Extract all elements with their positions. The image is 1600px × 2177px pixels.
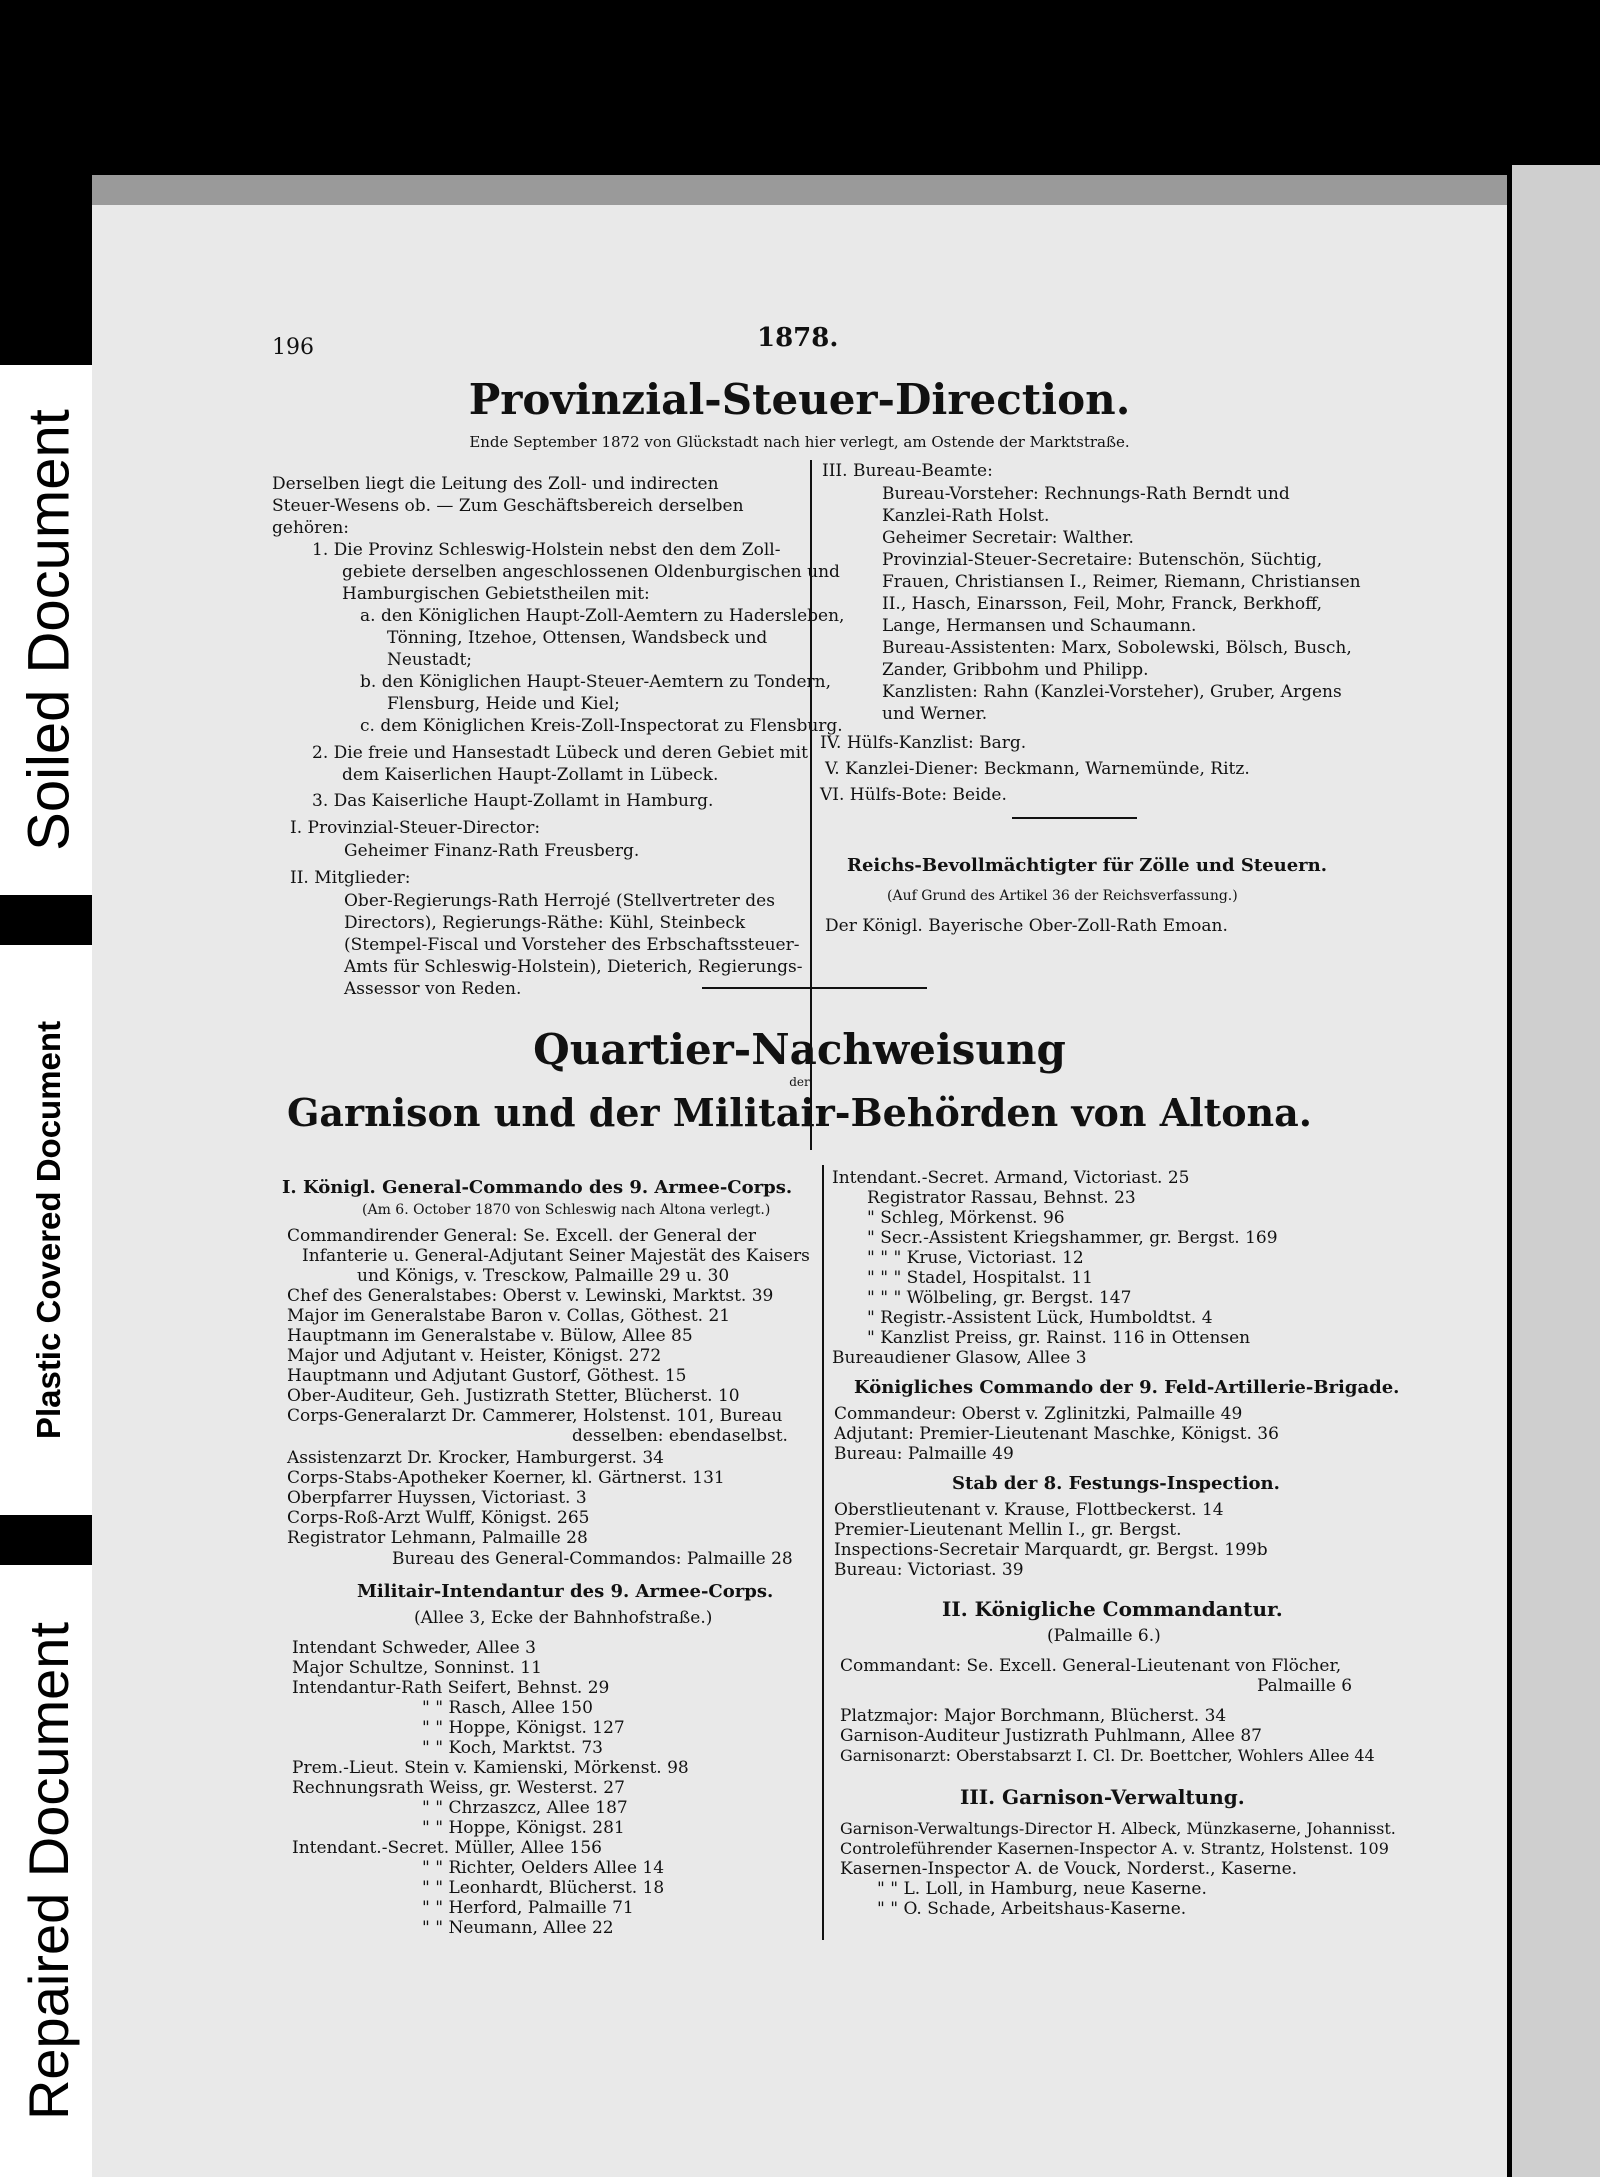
text-line: " " Hoppe, Königst. 281 (422, 1818, 625, 1838)
section-divider-rule (702, 987, 927, 989)
document-page (92, 205, 1507, 2177)
text-line: VI. Hülfs-Bote: Beide. (820, 785, 1007, 805)
text-line: Rechnungsrath Weiss, gr. Westerst. 27 (292, 1778, 625, 1798)
section-subtitle-garnison: Garnison und der Militair-Behörden von Altona. (286, 1090, 1313, 1135)
reich-note: (Auf Grund des Artikel 36 der Reichsverfassung.) (887, 888, 1238, 904)
text-line: und Werner. (882, 704, 988, 724)
text-line: Hauptmann im Generalstabe v. Bülow, Allee 85 (287, 1326, 693, 1346)
text-line: Inspections-Secretair Marquardt, gr. Bergst. 199b (834, 1540, 1268, 1560)
text-line: Major im Generalstabe Baron v. Collas, Göthest. 21 (287, 1306, 731, 1326)
text-line: " " Neumann, Allee 22 (422, 1918, 614, 1938)
text-line: Frauen, Christiansen I., Reimer, Riemann, Christiansen (882, 572, 1361, 592)
text-line: Commandirender General: Se. Excell. der General der (287, 1226, 757, 1246)
text-line: Palmaille 6 (1257, 1676, 1353, 1696)
text-line: " " Koch, Marktst. 73 (422, 1738, 603, 1758)
text-line: " " L. Loll, in Hamburg, neue Kaserne. (877, 1879, 1207, 1899)
text-line: Derselben liegt die Leitung des Zoll- und indirecten (272, 474, 719, 494)
text-line: " Secr.-Assistent Kriegshammer, gr. Bergst. 169 (867, 1228, 1278, 1248)
section-subtitle-steuer-direction: Ende September 1872 von Glückstadt nach hier verlegt, am Ostende der Marktstraße. (469, 433, 1130, 451)
text-line: 2. Die freie und Hansestadt Lübeck und deren Gebiet mit (312, 743, 808, 763)
text-line: Zander, Gribbohm und Philipp. (882, 660, 1149, 680)
text-line: Assistenzarzt Dr. Krocker, Hamburgerst. 34 (287, 1448, 664, 1468)
section-heading: I. Königl. General-Commando des 9. Armee-Corps. (282, 1177, 793, 1198)
text-line: Premier-Lieutenant Mellin I., gr. Bergst. (834, 1520, 1182, 1540)
text-line: Commandant: Se. Excell. General-Lieutenant von Flöcher, (840, 1656, 1342, 1676)
text-line: Corps-Stabs-Apotheker Koerner, kl. Gärtnerst. 131 (287, 1468, 725, 1488)
text-line: b. den Königlichen Haupt-Steuer-Aemtern zu Tondern, (360, 672, 832, 692)
text-line: Platzmajor: Major Borchmann, Blücherst. 34 (840, 1706, 1227, 1726)
repaired-document-tab (0, 1565, 97, 2177)
text-line: Adjutant: Premier-Lieutenant Maschke, Königst. 36 (834, 1424, 1279, 1444)
text-line: Garnisonarzt: Oberstabsarzt I. Cl. Dr. Boettcher, Wohlers Allee 44 (840, 1746, 1375, 1765)
text-line: c. dem Königlichen Kreis-Zoll-Inspectorat zu Flensburg. (360, 716, 843, 736)
text-line: gebiete derselben angeschlossenen Oldenburgischen und (342, 562, 840, 582)
text-line: III. Bureau-Beamte: (822, 461, 993, 481)
text-line: Intendant.-Secret. Armand, Victoriast. 25 (832, 1168, 1190, 1188)
text-line: Steuer-Wesens ob. — Zum Geschäftsbereich derselben (272, 496, 744, 516)
text-line: Bureau des General-Commandos: Palmaille 28 (392, 1549, 793, 1569)
text-line: Assessor von Reden. (344, 979, 522, 999)
text-line: Kanzlisten: Rahn (Kanzlei-Vorsteher), Gruber, Argens (882, 682, 1342, 702)
text-line: Major Schultze, Sonninst. 11 (292, 1658, 542, 1678)
text-line: Tönning, Itzehoe, Ottensen, Wandsbeck und (387, 628, 768, 648)
text-line: Provinzial-Steuer-Secretaire: Butenschön, Süchtig, (882, 550, 1323, 570)
text-line: " " Richter, Oelders Allee 14 (422, 1858, 665, 1878)
text-line: " " Herford, Palmaille 71 (422, 1898, 634, 1918)
section-title-der: der (789, 1075, 810, 1089)
text-line: " " Hoppe, Königst. 127 (422, 1718, 625, 1738)
text-line: Geheimer Secretair: Walther. (882, 528, 1134, 548)
text-line: dem Kaiserlichen Haupt-Zollamt in Lübeck. (342, 765, 719, 785)
section-heading: Königliches Commando der 9. Feld-Artillerie-Brigade. (854, 1377, 1400, 1398)
text-line: gehören: (272, 518, 349, 538)
section-heading: III. Garnison-Verwaltung. (960, 1785, 1245, 1809)
text-line: II. Mitglieder: (290, 868, 411, 888)
text-line: Ober-Regierungs-Rath Herrojé (Stellvertreter des (344, 891, 775, 911)
text-line: Hauptmann und Adjutant Gustorf, Göthest. 15 (287, 1366, 687, 1386)
text-line: Major und Adjutant v. Heister, Königst. 272 (287, 1346, 662, 1366)
text-line: desselben: ebendaselbst. (572, 1426, 788, 1446)
text-line: Hamburgischen Gebietstheilen mit: (342, 584, 650, 604)
text-line: Ober-Auditeur, Geh. Justizrath Stetter, Blücherst. 10 (287, 1386, 740, 1406)
text-line: Neustadt; (387, 650, 473, 670)
text-line: Kanzlei-Rath Holst. (882, 506, 1050, 526)
section-title-quartier: Quartier-Nachweisung (533, 1025, 1066, 1074)
text-line: (Allee 3, Ecke der Bahnhofstraße.) (414, 1608, 713, 1628)
text-line: " Schleg, Mörkenst. 96 (867, 1208, 1065, 1228)
reich-line: Der Königl. Bayerische Ober-Zoll-Rath Emoan. (825, 916, 1228, 936)
text-line: Controleführender Kasernen-Inspector A. v. Strantz, Holstenst. 109 (840, 1839, 1389, 1858)
text-line: Bureau-Vorsteher: Rechnungs-Rath Berndt und (882, 484, 1290, 504)
text-line: Registrator Rassau, Behnst. 23 (867, 1188, 1136, 1208)
plastic-covered-document-label: Plastic Covered Document (29, 1020, 67, 1440)
text-line: Bureau-Assistenten: Marx, Sobolewski, Bölsch, Busch, (882, 638, 1352, 658)
text-line: (Stempel-Fiscal und Vorsteher des Erbschaftssteuer- (344, 935, 800, 955)
text-line: V. Kanzlei-Diener: Beckmann, Warnemünde, Ritz. (825, 759, 1250, 779)
text-line: 1. Die Provinz Schleswig-Holstein nebst den dem Zoll- (312, 540, 781, 560)
section-heading: II. Königliche Commandantur. (942, 1597, 1283, 1621)
text-line: IV. Hülfs-Kanzlist: Barg. (820, 733, 1027, 753)
text-line: Directors), Regierungs-Räthe: Kühl, Steinbeck (344, 913, 746, 933)
text-line: Prem.-Lieut. Stein v. Kamienski, Mörkenst. 98 (292, 1758, 689, 1778)
text-line: Intendant Schweder, Allee 3 (292, 1638, 536, 1658)
text-line: Oberpfarrer Huyssen, Victoriast. 3 (287, 1488, 587, 1508)
text-line: Amts für Schleswig-Holstein), Dieterich, Regierungs- (344, 957, 803, 977)
text-line: Bureau: Victoriast. 39 (834, 1560, 1024, 1580)
text-line: " Registr.-Assistent Lück, Humboldtst. 4 (867, 1308, 1213, 1328)
text-line: Geheimer Finanz-Rath Freusberg. (344, 841, 640, 861)
text-line: Bureaudiener Glasow, Allee 3 (832, 1348, 1087, 1368)
plastic-covered-document-tab (0, 945, 97, 1515)
text-line: Infanterie u. General-Adjutant Seiner Majestät des Kaisers (302, 1246, 810, 1266)
text-line: " " " Kruse, Victoriast. 12 (867, 1248, 1084, 1268)
text-line: " " O. Schade, Arbeitshaus-Kaserne. (877, 1899, 1187, 1919)
text-line: a. den Königlichen Haupt-Zoll-Aemtern zu Hadersleben, (360, 606, 845, 626)
text-line: Commandeur: Oberst v. Zglinitzki, Palmaille 49 (834, 1404, 1243, 1424)
section-heading: Stab der 8. Festungs-Inspection. (952, 1473, 1280, 1494)
column-divider-garnison (822, 1165, 824, 1940)
adjacent-page-edge (1512, 165, 1600, 2177)
text-line: Intendantur-Rath Seifert, Behnst. 29 (292, 1678, 610, 1698)
reich-title: Reichs-Bevollmächtigter für Zölle und Steuern. (847, 855, 1328, 876)
text-line: " Kanzlist Preiss, gr. Rainst. 116 in Ottensen (867, 1328, 1251, 1348)
separator-rule (1012, 817, 1137, 819)
soiled-document-label: Soiled Document (16, 409, 81, 851)
text-line: I. Provinzial-Steuer-Director: (290, 818, 541, 838)
text-line: Corps-Roß-Arzt Wulff, Königst. 265 (287, 1508, 590, 1528)
text-line: " " Leonhardt, Blücherst. 18 (422, 1878, 665, 1898)
text-line: und Königs, v. Tresckow, Palmaille 29 u. 30 (357, 1266, 730, 1286)
text-line: Garnison-Auditeur Justizrath Puhlmann, Allee 87 (840, 1726, 1262, 1746)
text-line: Kasernen-Inspector A. de Vouck, Norderst., Kaserne. (840, 1859, 1298, 1879)
text-line: " " " Stadel, Hospitalst. 11 (867, 1268, 1093, 1288)
text-line: (Palmaille 6.) (1047, 1626, 1161, 1646)
text-line: Intendant.-Secret. Müller, Allee 156 (292, 1838, 602, 1858)
text-line: " " " Wölbeling, gr. Bergst. 147 (867, 1288, 1132, 1308)
text-line: (Am 6. October 1870 von Schleswig nach Altona verlegt.) (362, 1202, 771, 1218)
section-title-steuer-direction: Provinzial-Steuer-Direction. (468, 375, 1131, 424)
page-number: 196 (272, 335, 314, 360)
text-line: Lange, Hermansen und Schaumann. (882, 616, 1197, 636)
text-line: Bureau: Palmaille 49 (834, 1444, 1014, 1464)
text-line: " " Chrzaszcz, Allee 187 (422, 1798, 628, 1818)
repaired-document-label: Repaired Document (16, 1621, 80, 2121)
section-heading: Militair-Intendantur des 9. Armee-Corps. (357, 1581, 774, 1602)
text-line: Corps-Generalarzt Dr. Cammerer, Holstenst. 101, Bureau (287, 1406, 783, 1426)
text-line: Oberstlieutenant v. Krause, Flottbeckerst. 14 (834, 1500, 1224, 1520)
text-line: Registrator Lehmann, Palmaille 28 (287, 1528, 588, 1548)
text-line: Garnison-Verwaltungs-Director H. Albeck, Münzkaserne, Johannisst. (840, 1819, 1396, 1838)
year-heading: 1878. (757, 323, 839, 353)
text-line: Chef des Generalstabes: Oberst v. Lewinski, Marktst. 39 (287, 1286, 774, 1306)
text-line: " " Rasch, Allee 150 (422, 1698, 593, 1718)
text-line: II., Hasch, Einarsson, Feil, Mohr, Franck, Berkhoff, (882, 594, 1323, 614)
text-line: 3. Das Kaiserliche Haupt-Zollamt in Hamburg. (312, 791, 714, 811)
soiled-document-tab (0, 365, 97, 895)
text-line: Flensburg, Heide und Kiel; (387, 694, 620, 714)
